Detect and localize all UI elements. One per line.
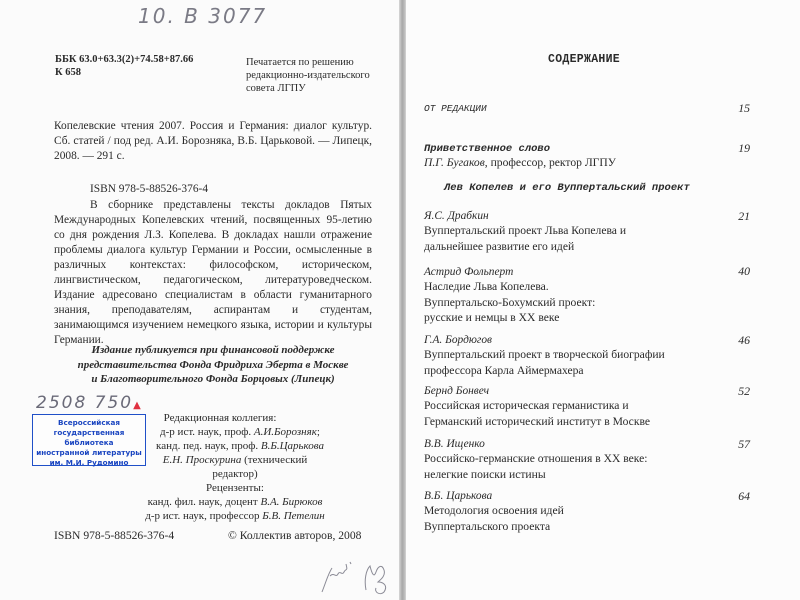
toc-article-title: Методология освоения идей Вуппертальского проекта bbox=[424, 504, 564, 533]
toc-article-title: Российская историческая германистика и Германский исторический институт в Москве bbox=[424, 399, 651, 428]
handwritten-signatures bbox=[318, 552, 400, 598]
page-number: 21 bbox=[738, 209, 750, 223]
page-number: 15 bbox=[738, 101, 750, 115]
toc-author: Астрид Фольперт bbox=[424, 266, 514, 278]
toc-section-greeting: Приветственное слово bbox=[424, 143, 551, 155]
toc-article-title: Вуппертальский проект в творческой биографии профессора Карла Аймермахера bbox=[424, 348, 665, 377]
inventory-number: 2508 750 bbox=[36, 393, 134, 413]
reviewers-heading: Рецензенты: bbox=[206, 482, 264, 494]
bibliographic-entry: Копелевские чтения 2007. Россия и Германия: диалог культур. Сб. статей / под ред. А.И. Борозняка, В.Б. Царьковой. — Липецк, 2008. — 291 с. bbox=[54, 120, 372, 162]
toc-section-editorial: ОТ РЕДАКЦИИ bbox=[424, 103, 487, 114]
stamp-line: государственная библиотека bbox=[53, 428, 125, 447]
reviewer: канд. фил. наук, доцент В.А. Бирюков bbox=[147, 496, 323, 508]
signature-1 bbox=[322, 562, 351, 592]
page-number: 57 bbox=[738, 437, 750, 451]
toc-author: В.Б. Царькова bbox=[424, 490, 493, 502]
editorial-board-heading: Редакционная коллегия: bbox=[163, 412, 277, 424]
toc-article-title: Вуппертальский проект Льва Копелева и дальнейшее развитие его идей bbox=[424, 224, 627, 253]
support-line: Издание публикуется при финансовой поддержке bbox=[91, 344, 335, 356]
toc-article-title: Российско-германские отношения в XX веке: нелегкие поиски истины bbox=[424, 452, 648, 481]
toc-author: Бернд Бонвеч bbox=[424, 385, 490, 397]
triangle-mark-icon: ▲ bbox=[133, 400, 143, 411]
reviewer: д-р ист. наук, профессор Б.В. Петелин bbox=[145, 510, 325, 522]
handwritten-inventory-number bbox=[36, 393, 143, 413]
editorial-member: Е.Н. Проскурина (технический редактор) bbox=[162, 454, 308, 480]
toc-author: Г.А. Бордюгов bbox=[424, 334, 492, 346]
page-number: 40 bbox=[738, 264, 750, 278]
copyright: © Коллектив авторов, 2008 bbox=[228, 529, 362, 542]
toc-part-heading: Лев Копелев и его Вуппертальский проект bbox=[444, 182, 690, 194]
toc-author: В.В. Ищенко bbox=[424, 438, 485, 450]
isbn-bottom: ISBN 978-5-88526-376-4 bbox=[54, 529, 175, 542]
editorial-member: д-р ист. наук, проф. А.И.Борозняк; bbox=[160, 426, 320, 438]
imprint-line: совета ЛГПУ bbox=[246, 83, 306, 94]
support-line: и Благотворительного Фонда Борцовых (Липецк) bbox=[91, 373, 335, 385]
page-number: 19 bbox=[738, 141, 750, 155]
annotation: В сборнике представлены тексты докладов Пятых Международных Копелевских чтений, посвященных 95-летию со дня рождения Л.З. Копелева. В докладах нашли отражение проблемы диалога культур Германии и России, осмысленные в различных контекстах: философском, историческом, лингвистическом, педагогическом, литературоведческом. Издание адресовано специалистам в области гуманитарного знания, преподавателям, аспирантам и студентам, занимающимся изучением немецкого языка, истории и культуры Германии. bbox=[54, 199, 372, 346]
signature-2 bbox=[365, 566, 385, 594]
handwritten-shelfmark: 10. B 3077 bbox=[138, 4, 268, 28]
support-line: представительства Фонда Фридриха Эберта в Москве bbox=[77, 358, 349, 371]
stamp-line: Всероссийская bbox=[58, 418, 120, 427]
toc-article-title: Наследие Льва Копелева. Вуппертальско-Бохумский проект: русские и немцы в XX веке bbox=[424, 280, 596, 324]
stamp-line: им. М.И. Рудомино bbox=[49, 458, 129, 467]
imprint-line: Печатается по решению bbox=[246, 57, 354, 68]
editorial-member: канд. пед. наук, проф. В.Б.Царькова bbox=[156, 440, 324, 452]
isbn-top: ISBN 978-5-88526-376-4 bbox=[90, 183, 209, 195]
toc-author: Я.С. Драбкин bbox=[424, 210, 489, 222]
toc-title: СОДЕРЖАНИЕ bbox=[548, 53, 621, 66]
page-number: 52 bbox=[738, 384, 750, 398]
author-mark: К 658 bbox=[55, 67, 81, 78]
imprint-note bbox=[246, 56, 370, 95]
support-note bbox=[50, 343, 376, 387]
right-page bbox=[406, 0, 800, 600]
bbk-code bbox=[55, 53, 193, 79]
toc-greeting-author: П.Г. Бугаков, профессор, ректор ЛГПУ bbox=[424, 156, 616, 169]
imprint-line: редакционно-издательского bbox=[246, 70, 370, 81]
stamp-line: иностранной литературы bbox=[36, 448, 142, 457]
library-stamp bbox=[32, 414, 146, 466]
bbk-classification: ББК 63.0+63.3(2)+74.58+87.66 bbox=[55, 54, 194, 65]
page-number: 64 bbox=[738, 489, 750, 503]
page-number: 46 bbox=[738, 333, 750, 347]
